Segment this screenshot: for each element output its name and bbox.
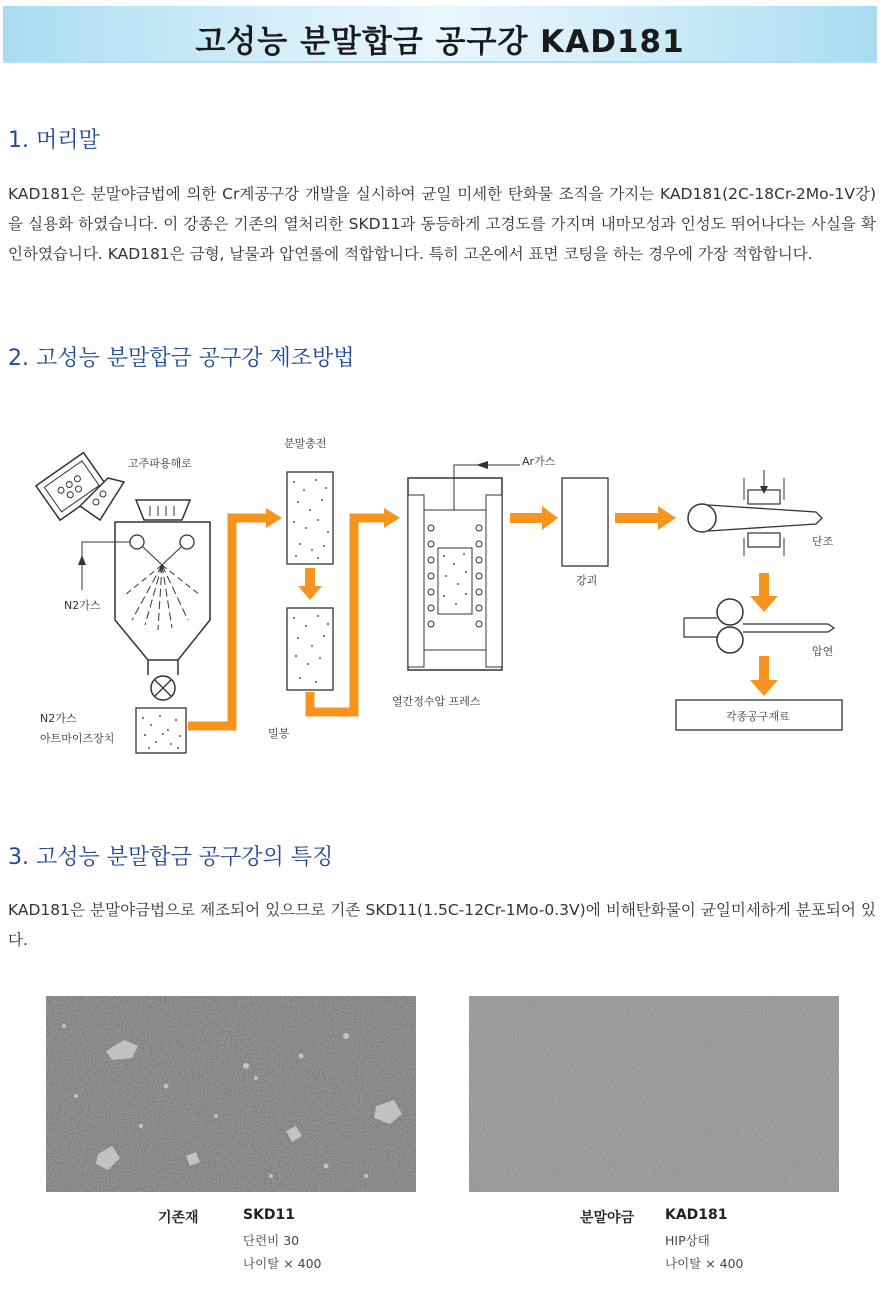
- caption-1-line2: 나이탈 × 400: [243, 1256, 322, 1271]
- atomizer-label: 아트마이즈장치: [40, 732, 115, 745]
- flow-arrow-3: [510, 513, 544, 523]
- sealing-label: 밀봉: [268, 727, 290, 740]
- title-banner: [3, 6, 877, 63]
- hip-label: 열간정수압 프레스: [392, 695, 481, 708]
- flow-arrow-down-1: [298, 586, 322, 600]
- caption-1-category: 기존재: [158, 1210, 199, 1226]
- flow-arrow-4: [615, 513, 661, 523]
- micrograph-kad181: [469, 996, 839, 1192]
- ingot-icon: [562, 478, 608, 566]
- caption-2-line1: HIP상태: [665, 1233, 710, 1248]
- powder-fill-canister-icon: [287, 472, 333, 564]
- forging-label: 단조: [812, 535, 834, 548]
- powder-fill-label: 분말충전: [284, 437, 327, 450]
- flow-arrow-down-2: [759, 573, 769, 599]
- ingot-label: 강괴: [576, 574, 598, 587]
- powder-container-icon: [136, 708, 186, 753]
- flow-arrow-down-3: [759, 656, 769, 682]
- caption-2-grade: KAD181: [665, 1207, 728, 1223]
- hip-press-icon: [408, 461, 520, 670]
- n2-gas-label: N2가스: [64, 599, 101, 612]
- final-label: 각종공구재료: [726, 710, 790, 723]
- section-1-body: KAD181은 분말야금법에 의한 Cr계공구강 개발을 실시하여 균일 미세한 탄화물 조직을 가지는 KAD181(2C-18Cr-2Mo-1V강)을 실용화 하였습니다. 이 강종은 기존의 열처리한 SKD11과 동등하게 고경도를 가지며 내마모성과 인성도 뛰어나다는 사실을 확인하였습니다. KAD181은 금형, 날물과 압연롤에 적합합니다. 특히 고온에서 표면 코팅을 하는 경우에 가장 적합합니다.: [8, 185, 876, 263]
- section-2-heading: 2. 고성능 분말합금 공구강 제조방법: [8, 346, 355, 371]
- ar-gas-label: Ar가스: [522, 455, 556, 468]
- manufacturing-process-diagram: [0, 430, 883, 770]
- section-1-heading: 1. 머리말: [8, 128, 100, 153]
- page-title: 고성능 분말합금 공구강 KAD181: [195, 24, 685, 60]
- caption-2-category: 분말야금: [580, 1210, 635, 1226]
- furnace-label: 고주파용해로: [128, 457, 192, 470]
- micrograph-skd11: [46, 996, 416, 1192]
- caption-2-line2: 나이탈 × 400: [665, 1256, 744, 1271]
- caption-1-grade: SKD11: [243, 1207, 296, 1223]
- section-3-heading: 3. 고성능 분말합금 공구강의 특징: [8, 845, 334, 870]
- caption-1-line1: 단련비 30: [243, 1233, 300, 1248]
- forging-icon: [688, 470, 822, 556]
- n2-gas-label-2: N2가스: [40, 712, 77, 725]
- sealed-canister-icon: [287, 608, 333, 690]
- atomizer-tank-icon: [115, 500, 210, 700]
- section-3-body: KAD181은 분말야금법으로 제조되어 있으므로 기존 SKD11(1.5C-12Cr-1Mo-0.3V)에 비해탄화물이 균일미세하게 분포되어 있다.: [8, 901, 876, 949]
- rolling-label: 압연: [812, 645, 834, 658]
